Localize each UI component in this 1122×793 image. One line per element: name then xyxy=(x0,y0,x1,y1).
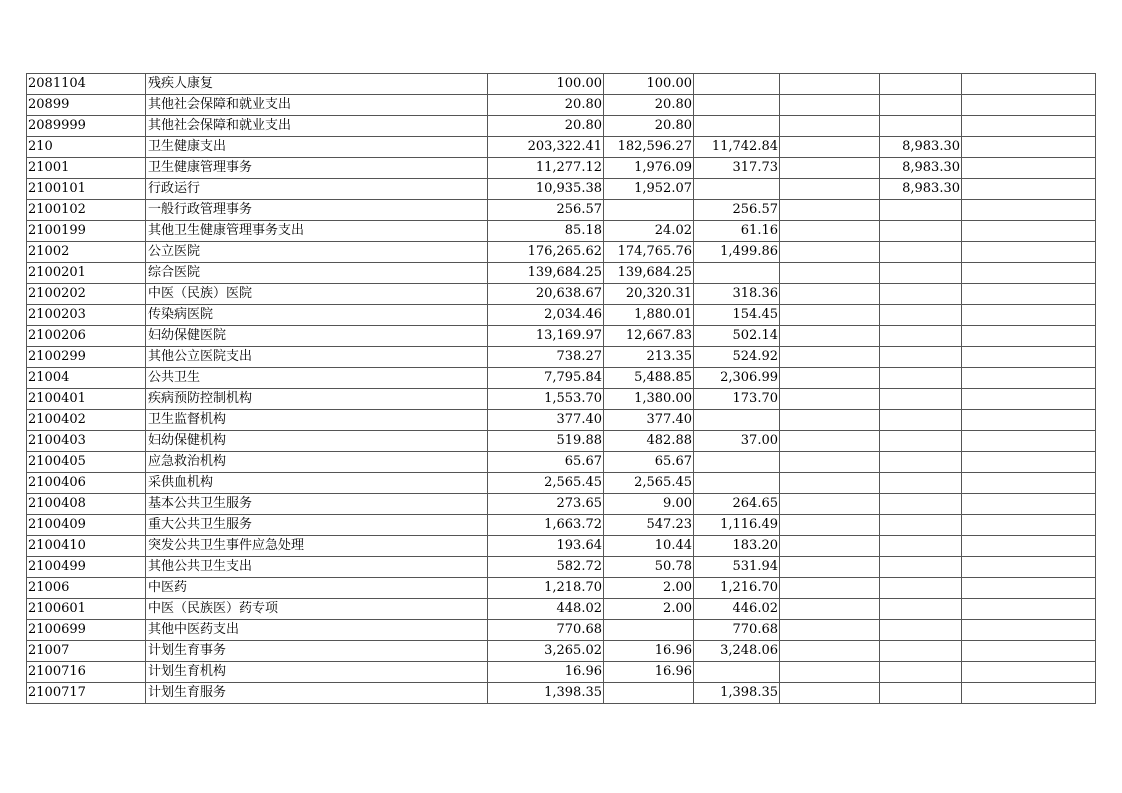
amount-column-1-cell: 174,765.76 xyxy=(604,242,694,263)
table-row xyxy=(27,242,1096,263)
account-code-cell: 2100206 xyxy=(27,326,146,347)
account-code-cell: 210 xyxy=(27,137,146,158)
account-name-cell: 综合医院 xyxy=(146,263,488,284)
amount-column-3-cell xyxy=(780,557,880,578)
table-row xyxy=(27,515,1096,536)
amount-column-4-cell xyxy=(880,347,962,368)
account-code-cell: 21007 xyxy=(27,641,146,662)
amount-column-4-cell xyxy=(880,431,962,452)
table-row xyxy=(27,284,1096,305)
account-name-cell: 传染病医院 xyxy=(146,305,488,326)
amount-column-3-cell xyxy=(780,221,880,242)
account-code-cell: 2100699 xyxy=(27,620,146,641)
table-body xyxy=(27,74,1096,704)
table-row xyxy=(27,641,1096,662)
amount-column-4-cell xyxy=(880,473,962,494)
account-name-cell: 卫生健康管理事务 xyxy=(146,158,488,179)
amount-column-5-cell xyxy=(962,452,1096,473)
account-name-cell: 一般行政管理事务 xyxy=(146,200,488,221)
amount-column-5-cell xyxy=(962,221,1096,242)
table-row xyxy=(27,557,1096,578)
amount-column-3-cell xyxy=(780,200,880,221)
amount-column-1-cell: 100.00 xyxy=(604,74,694,95)
account-code-cell: 21004 xyxy=(27,368,146,389)
amount-column-2-cell xyxy=(694,116,780,137)
amount-column-4-cell xyxy=(880,263,962,284)
amount-column-2-cell: 264.65 xyxy=(694,494,780,515)
amount-column-2-cell: 256.57 xyxy=(694,200,780,221)
table-row xyxy=(27,452,1096,473)
account-name-cell: 其他公共卫生支出 xyxy=(146,557,488,578)
amount-column-4-cell xyxy=(880,452,962,473)
amount-column-3-cell xyxy=(780,137,880,158)
account-code-cell: 2100199 xyxy=(27,221,146,242)
total-amount-cell: 448.02 xyxy=(488,599,604,620)
amount-column-5-cell xyxy=(962,599,1096,620)
amount-column-4-cell xyxy=(880,74,962,95)
total-amount-cell: 65.67 xyxy=(488,452,604,473)
amount-column-5-cell xyxy=(962,95,1096,116)
amount-column-4-cell: 8,983.30 xyxy=(880,137,962,158)
total-amount-cell: 2,034.46 xyxy=(488,305,604,326)
account-code-cell: 21002 xyxy=(27,242,146,263)
amount-column-4-cell xyxy=(880,95,962,116)
account-code-cell: 2100401 xyxy=(27,389,146,410)
amount-column-2-cell: 318.36 xyxy=(694,284,780,305)
amount-column-2-cell: 154.45 xyxy=(694,305,780,326)
amount-column-4-cell xyxy=(880,284,962,305)
amount-column-2-cell xyxy=(694,473,780,494)
table-row xyxy=(27,473,1096,494)
table-row xyxy=(27,200,1096,221)
table-row xyxy=(27,221,1096,242)
total-amount-cell: 3,265.02 xyxy=(488,641,604,662)
total-amount-cell: 1,663.72 xyxy=(488,515,604,536)
amount-column-3-cell xyxy=(780,683,880,704)
table-row xyxy=(27,431,1096,452)
amount-column-2-cell xyxy=(694,263,780,284)
table-row xyxy=(27,578,1096,599)
total-amount-cell: 100.00 xyxy=(488,74,604,95)
amount-column-3-cell xyxy=(780,641,880,662)
account-name-cell: 应急救治机构 xyxy=(146,452,488,473)
amount-column-1-cell: 2.00 xyxy=(604,599,694,620)
account-code-cell: 2100408 xyxy=(27,494,146,515)
amount-column-2-cell: 183.20 xyxy=(694,536,780,557)
table-row xyxy=(27,368,1096,389)
amount-column-2-cell xyxy=(694,410,780,431)
amount-column-5-cell xyxy=(962,473,1096,494)
table-row xyxy=(27,95,1096,116)
account-code-cell: 2100716 xyxy=(27,662,146,683)
amount-column-5-cell xyxy=(962,641,1096,662)
amount-column-1-cell: 20.80 xyxy=(604,95,694,116)
table-row xyxy=(27,389,1096,410)
amount-column-3-cell xyxy=(780,116,880,137)
amount-column-4-cell xyxy=(880,200,962,221)
amount-column-5-cell xyxy=(962,683,1096,704)
amount-column-1-cell: 1,976.09 xyxy=(604,158,694,179)
amount-column-1-cell xyxy=(604,620,694,641)
total-amount-cell: 582.72 xyxy=(488,557,604,578)
account-code-cell: 2100203 xyxy=(27,305,146,326)
amount-column-1-cell: 2,565.45 xyxy=(604,473,694,494)
total-amount-cell: 2,565.45 xyxy=(488,473,604,494)
amount-column-3-cell xyxy=(780,536,880,557)
account-code-cell: 2100403 xyxy=(27,431,146,452)
total-amount-cell: 85.18 xyxy=(488,221,604,242)
account-code-cell: 2081104 xyxy=(27,74,146,95)
amount-column-5-cell xyxy=(962,515,1096,536)
total-amount-cell: 1,553.70 xyxy=(488,389,604,410)
account-code-cell: 2100406 xyxy=(27,473,146,494)
account-code-cell: 2100202 xyxy=(27,284,146,305)
amount-column-2-cell: 1,116.49 xyxy=(694,515,780,536)
total-amount-cell: 10,935.38 xyxy=(488,179,604,200)
amount-column-4-cell xyxy=(880,641,962,662)
account-name-cell: 重大公共卫生服务 xyxy=(146,515,488,536)
account-name-cell: 计划生育机构 xyxy=(146,662,488,683)
total-amount-cell: 519.88 xyxy=(488,431,604,452)
table-row xyxy=(27,599,1096,620)
table-row xyxy=(27,179,1096,200)
amount-column-2-cell: 446.02 xyxy=(694,599,780,620)
amount-column-4-cell: 8,983.30 xyxy=(880,158,962,179)
account-name-cell: 其他公立医院支出 xyxy=(146,347,488,368)
account-code-cell: 2100102 xyxy=(27,200,146,221)
total-amount-cell: 13,169.97 xyxy=(488,326,604,347)
amount-column-4-cell xyxy=(880,305,962,326)
amount-column-2-cell: 61.16 xyxy=(694,221,780,242)
amount-column-3-cell xyxy=(780,515,880,536)
amount-column-5-cell xyxy=(962,179,1096,200)
table-row xyxy=(27,74,1096,95)
amount-column-3-cell xyxy=(780,263,880,284)
amount-column-2-cell: 1,398.35 xyxy=(694,683,780,704)
amount-column-3-cell xyxy=(780,326,880,347)
account-code-cell: 2100201 xyxy=(27,263,146,284)
amount-column-5-cell xyxy=(962,620,1096,641)
amount-column-1-cell: 10.44 xyxy=(604,536,694,557)
amount-column-1-cell: 139,684.25 xyxy=(604,263,694,284)
amount-column-1-cell: 1,380.00 xyxy=(604,389,694,410)
amount-column-5-cell xyxy=(962,557,1096,578)
amount-column-3-cell xyxy=(780,74,880,95)
amount-column-5-cell xyxy=(962,305,1096,326)
amount-column-1-cell: 20,320.31 xyxy=(604,284,694,305)
amount-column-2-cell: 531.94 xyxy=(694,557,780,578)
amount-column-2-cell: 524.92 xyxy=(694,347,780,368)
account-code-cell: 2100101 xyxy=(27,179,146,200)
table-row xyxy=(27,662,1096,683)
account-code-cell: 2089999 xyxy=(27,116,146,137)
total-amount-cell: 20.80 xyxy=(488,95,604,116)
total-amount-cell: 1,218.70 xyxy=(488,578,604,599)
table-row xyxy=(27,263,1096,284)
amount-column-1-cell: 2.00 xyxy=(604,578,694,599)
account-code-cell: 2100601 xyxy=(27,599,146,620)
total-amount-cell: 20,638.67 xyxy=(488,284,604,305)
amount-column-1-cell: 547.23 xyxy=(604,515,694,536)
amount-column-1-cell: 12,667.83 xyxy=(604,326,694,347)
amount-column-3-cell xyxy=(780,347,880,368)
amount-column-4-cell xyxy=(880,662,962,683)
amount-column-4-cell xyxy=(880,494,962,515)
account-name-cell: 其他中医药支出 xyxy=(146,620,488,641)
amount-column-1-cell: 1,880.01 xyxy=(604,305,694,326)
amount-column-1-cell: 24.02 xyxy=(604,221,694,242)
account-name-cell: 中医（民族医）药专项 xyxy=(146,599,488,620)
account-code-cell: 20899 xyxy=(27,95,146,116)
amount-column-1-cell: 20.80 xyxy=(604,116,694,137)
amount-column-2-cell: 502.14 xyxy=(694,326,780,347)
amount-column-3-cell xyxy=(780,389,880,410)
amount-column-5-cell xyxy=(962,116,1096,137)
table-row xyxy=(27,116,1096,137)
amount-column-1-cell: 482.88 xyxy=(604,431,694,452)
account-name-cell: 行政运行 xyxy=(146,179,488,200)
total-amount-cell: 11,277.12 xyxy=(488,158,604,179)
amount-column-2-cell xyxy=(694,74,780,95)
total-amount-cell: 16.96 xyxy=(488,662,604,683)
table-row xyxy=(27,683,1096,704)
amount-column-4-cell xyxy=(880,620,962,641)
amount-column-3-cell xyxy=(780,368,880,389)
amount-column-4-cell xyxy=(880,368,962,389)
amount-column-1-cell: 65.67 xyxy=(604,452,694,473)
account-name-cell: 其他社会保障和就业支出 xyxy=(146,116,488,137)
amount-column-1-cell xyxy=(604,683,694,704)
amount-column-4-cell xyxy=(880,536,962,557)
amount-column-5-cell xyxy=(962,137,1096,158)
amount-column-3-cell xyxy=(780,473,880,494)
amount-column-3-cell xyxy=(780,179,880,200)
account-name-cell: 突发公共卫生事件应急处理 xyxy=(146,536,488,557)
amount-column-4-cell xyxy=(880,326,962,347)
amount-column-2-cell: 11,742.84 xyxy=(694,137,780,158)
amount-column-2-cell xyxy=(694,662,780,683)
amount-column-3-cell xyxy=(780,599,880,620)
account-name-cell: 中医（民族）医院 xyxy=(146,284,488,305)
account-name-cell: 采供血机构 xyxy=(146,473,488,494)
total-amount-cell: 7,795.84 xyxy=(488,368,604,389)
account-name-cell: 卫生健康支出 xyxy=(146,137,488,158)
amount-column-2-cell: 37.00 xyxy=(694,431,780,452)
amount-column-4-cell xyxy=(880,242,962,263)
amount-column-5-cell xyxy=(962,389,1096,410)
amount-column-1-cell: 50.78 xyxy=(604,557,694,578)
amount-column-3-cell xyxy=(780,494,880,515)
amount-column-1-cell: 213.35 xyxy=(604,347,694,368)
amount-column-3-cell xyxy=(780,431,880,452)
account-code-cell: 2100409 xyxy=(27,515,146,536)
table-row xyxy=(27,536,1096,557)
total-amount-cell: 20.80 xyxy=(488,116,604,137)
amount-column-5-cell xyxy=(962,368,1096,389)
account-code-cell: 21006 xyxy=(27,578,146,599)
account-name-cell: 公共卫生 xyxy=(146,368,488,389)
table-row xyxy=(27,137,1096,158)
amount-column-2-cell: 3,248.06 xyxy=(694,641,780,662)
account-name-cell: 残疾人康复 xyxy=(146,74,488,95)
amount-column-3-cell xyxy=(780,284,880,305)
amount-column-4-cell xyxy=(880,599,962,620)
amount-column-5-cell xyxy=(962,263,1096,284)
amount-column-2-cell: 1,216.70 xyxy=(694,578,780,599)
amount-column-3-cell xyxy=(780,242,880,263)
amount-column-4-cell xyxy=(880,221,962,242)
table-row xyxy=(27,494,1096,515)
total-amount-cell: 273.65 xyxy=(488,494,604,515)
amount-column-1-cell: 1,952.07 xyxy=(604,179,694,200)
amount-column-2-cell: 173.70 xyxy=(694,389,780,410)
total-amount-cell: 770.68 xyxy=(488,620,604,641)
amount-column-5-cell xyxy=(962,284,1096,305)
amount-column-5-cell xyxy=(962,578,1096,599)
amount-column-2-cell: 1,499.86 xyxy=(694,242,780,263)
amount-column-1-cell xyxy=(604,200,694,221)
budget-expenditure-table xyxy=(26,73,1096,704)
table-row xyxy=(27,347,1096,368)
amount-column-3-cell xyxy=(780,410,880,431)
account-code-cell: 2100405 xyxy=(27,452,146,473)
account-code-cell: 2100499 xyxy=(27,557,146,578)
total-amount-cell: 738.27 xyxy=(488,347,604,368)
account-name-cell: 卫生监督机构 xyxy=(146,410,488,431)
amount-column-4-cell xyxy=(880,410,962,431)
amount-column-1-cell: 16.96 xyxy=(604,662,694,683)
account-code-cell: 21001 xyxy=(27,158,146,179)
account-name-cell: 妇幼保健医院 xyxy=(146,326,488,347)
amount-column-3-cell xyxy=(780,578,880,599)
amount-column-4-cell xyxy=(880,683,962,704)
amount-column-5-cell xyxy=(962,158,1096,179)
amount-column-4-cell xyxy=(880,557,962,578)
amount-column-3-cell xyxy=(780,452,880,473)
amount-column-3-cell xyxy=(780,620,880,641)
amount-column-5-cell xyxy=(962,347,1096,368)
amount-column-4-cell: 8,983.30 xyxy=(880,179,962,200)
amount-column-3-cell xyxy=(780,95,880,116)
amount-column-1-cell: 9.00 xyxy=(604,494,694,515)
table-row xyxy=(27,305,1096,326)
total-amount-cell: 203,322.41 xyxy=(488,137,604,158)
amount-column-2-cell xyxy=(694,179,780,200)
total-amount-cell: 1,398.35 xyxy=(488,683,604,704)
total-amount-cell: 176,265.62 xyxy=(488,242,604,263)
amount-column-5-cell xyxy=(962,242,1096,263)
amount-column-1-cell: 377.40 xyxy=(604,410,694,431)
amount-column-4-cell xyxy=(880,116,962,137)
account-name-cell: 其他卫生健康管理事务支出 xyxy=(146,221,488,242)
table-row xyxy=(27,410,1096,431)
amount-column-3-cell xyxy=(780,662,880,683)
amount-column-1-cell: 182,596.27 xyxy=(604,137,694,158)
account-name-cell: 公立医院 xyxy=(146,242,488,263)
table-row xyxy=(27,620,1096,641)
amount-column-1-cell: 5,488.85 xyxy=(604,368,694,389)
amount-column-5-cell xyxy=(962,662,1096,683)
amount-column-2-cell: 317.73 xyxy=(694,158,780,179)
amount-column-5-cell xyxy=(962,431,1096,452)
amount-column-5-cell xyxy=(962,74,1096,95)
amount-column-1-cell: 16.96 xyxy=(604,641,694,662)
account-code-cell: 2100402 xyxy=(27,410,146,431)
amount-column-3-cell xyxy=(780,158,880,179)
amount-column-2-cell: 2,306.99 xyxy=(694,368,780,389)
account-code-cell: 2100717 xyxy=(27,683,146,704)
amount-column-3-cell xyxy=(780,305,880,326)
amount-column-4-cell xyxy=(880,578,962,599)
total-amount-cell: 256.57 xyxy=(488,200,604,221)
amount-column-2-cell xyxy=(694,95,780,116)
account-name-cell: 计划生育服务 xyxy=(146,683,488,704)
amount-column-4-cell xyxy=(880,515,962,536)
account-name-cell: 疾病预防控制机构 xyxy=(146,389,488,410)
amount-column-5-cell xyxy=(962,536,1096,557)
account-name-cell: 其他社会保障和就业支出 xyxy=(146,95,488,116)
account-name-cell: 中医药 xyxy=(146,578,488,599)
account-name-cell: 妇幼保健机构 xyxy=(146,431,488,452)
account-name-cell: 基本公共卫生服务 xyxy=(146,494,488,515)
total-amount-cell: 377.40 xyxy=(488,410,604,431)
account-name-cell: 计划生育事务 xyxy=(146,641,488,662)
amount-column-4-cell xyxy=(880,389,962,410)
table-row xyxy=(27,326,1096,347)
total-amount-cell: 193.64 xyxy=(488,536,604,557)
amount-column-5-cell xyxy=(962,494,1096,515)
amount-column-5-cell xyxy=(962,200,1096,221)
amount-column-2-cell xyxy=(694,452,780,473)
account-code-cell: 2100299 xyxy=(27,347,146,368)
amount-column-5-cell xyxy=(962,410,1096,431)
total-amount-cell: 139,684.25 xyxy=(488,263,604,284)
table-row xyxy=(27,158,1096,179)
amount-column-5-cell xyxy=(962,326,1096,347)
account-code-cell: 2100410 xyxy=(27,536,146,557)
amount-column-2-cell: 770.68 xyxy=(694,620,780,641)
